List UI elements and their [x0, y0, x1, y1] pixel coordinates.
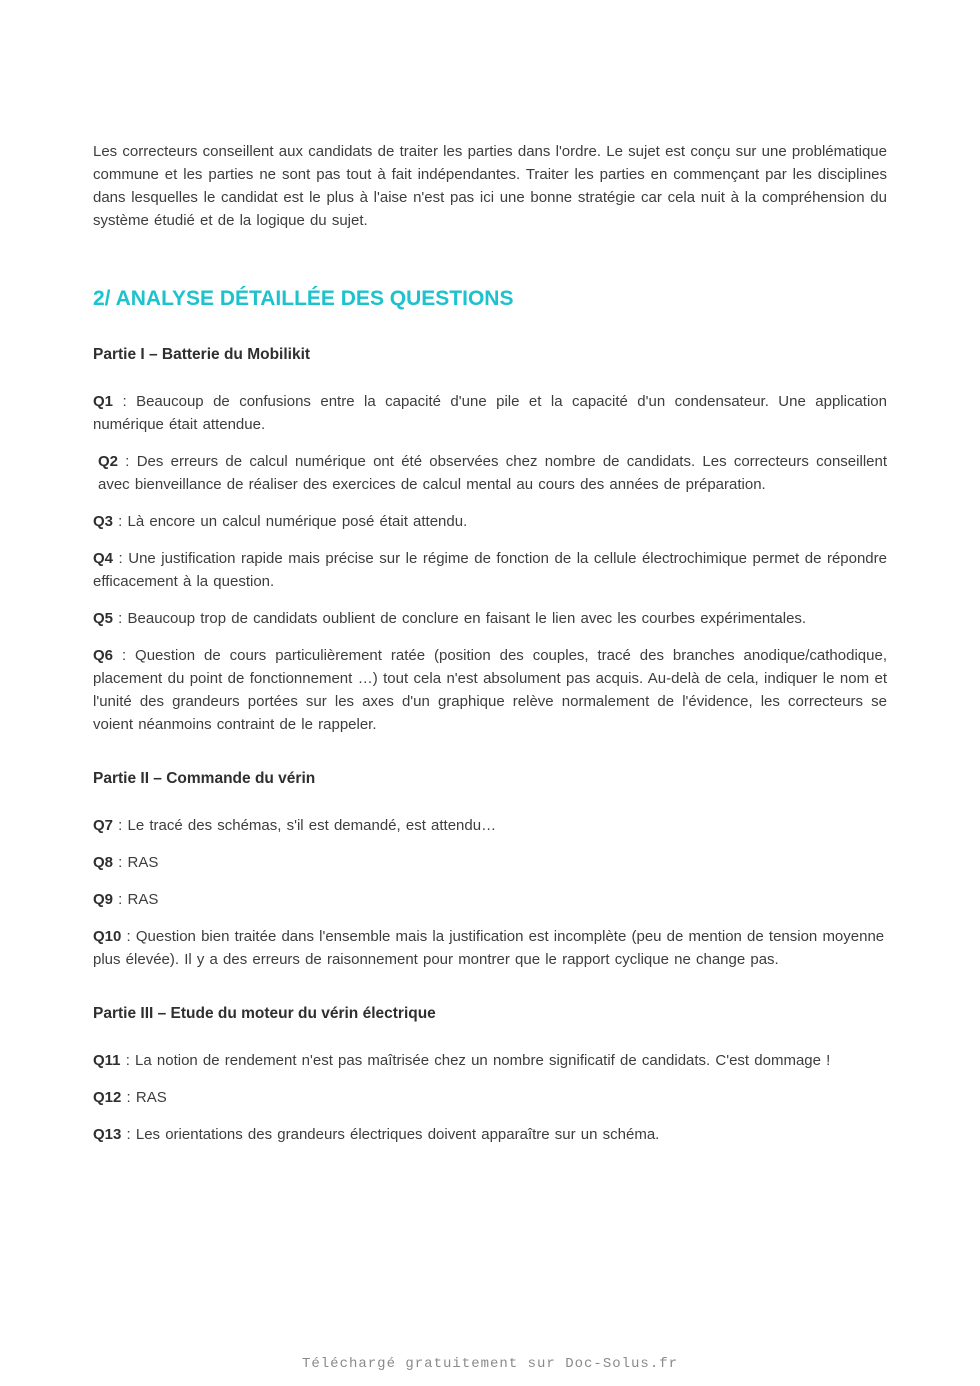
question-q10-label: Q10 — [93, 928, 122, 945]
question-q13-label: Q13 — [93, 1126, 122, 1143]
question-q12-label: Q12 — [93, 1089, 122, 1106]
main-heading: 2/ ANALYSE DÉTAILLÉE DES QUESTIONS — [93, 287, 514, 310]
question-q6 — [93, 644, 887, 736]
question-q1-label: Q1 — [93, 393, 114, 410]
question-q4 — [93, 547, 887, 593]
question-q3-text: : Là encore un calcul numérique posé était attendu. — [113, 513, 468, 530]
part-3-title: Partie III – Etude du moteur du vérin électrique — [93, 1005, 436, 1022]
question-q9-text: : RAS — [113, 891, 159, 908]
question-q9 — [93, 888, 887, 911]
question-q7 — [93, 814, 887, 837]
question-q7-label: Q7 — [93, 817, 114, 834]
question-q13-text: : Les orientations des grandeurs électriques doivent apparaître sur un schéma. — [121, 1126, 660, 1143]
part-1-section — [93, 344, 887, 736]
question-q9-label: Q9 — [93, 891, 114, 908]
question-q11 — [93, 1049, 887, 1072]
question-q5 — [93, 607, 887, 630]
question-q13 — [93, 1123, 887, 1146]
question-q11-text: : La notion de rendement n'est pas maîtrisée chez un nombre significatif de candidats. C'est dommage ! — [120, 1052, 831, 1069]
part-2-section — [93, 768, 887, 971]
question-q2 — [93, 450, 887, 496]
question-q1-text: : Beaucoup de confusions entre la capacité d'une pile et la capacité d'un condensateur. Une application numérique était attendue. — [93, 393, 887, 433]
question-q8 — [93, 851, 887, 874]
question-q6-label: Q6 — [93, 647, 114, 664]
question-q2-text: : Des erreurs de calcul numérique ont été observées chez nombre de candidats. Les correcteurs conseillent avec bienveillance de réaliser des exercices de calcul mental au cours des années de préparation. — [98, 453, 887, 493]
question-q4-text: : Une justification rapide mais précise sur le régime de fonction de la cellule électrochimique permet de répondre efficacement à la question. — [93, 550, 887, 590]
question-q8-label: Q8 — [93, 854, 114, 871]
question-q10 — [93, 925, 887, 971]
question-q3 — [93, 510, 887, 533]
question-q3-label: Q3 — [93, 513, 114, 530]
question-q6-text: : Question de cours particulièrement ratée (position des couples, tracé des branches anodique/cathodique, placement du point de fonctionnement …) tout cela n'est absolument pas acquis. Au-delà de cela, indiquer le nom et l'unité des grandeurs portées sur les axes d'un graphique relève normalement de l'évidence, les correcteurs se voient néanmoins contraint de le rappeler. — [93, 647, 887, 733]
question-q8-text: : RAS — [113, 854, 159, 871]
question-q2-label: Q2 — [98, 453, 119, 470]
part-2-title: Partie II – Commande du vérin — [93, 770, 316, 787]
question-q12 — [93, 1086, 887, 1109]
question-q10-text: : Question bien traitée dans l'ensemble mais la justification est incomplète (peu de mention de tension moyenne plus élevée). Il y a des erreurs de raisonnement pour montrer que le rapport cyclique ne change pas. — [93, 928, 885, 968]
question-q11-label: Q11 — [93, 1052, 121, 1069]
footer-watermark: Téléchargé gratuitement sur Doc-Solus.fr — [301, 1356, 679, 1372]
question-q4-label: Q4 — [93, 550, 114, 567]
question-q5-label: Q5 — [93, 610, 114, 627]
question-q1 — [93, 390, 887, 436]
question-q5-text: : Beaucoup trop de candidats oublient de conclure en faisant le lien avec les courbes expérimentales. — [113, 610, 807, 627]
intro-paragraph: Les correcteurs conseillent aux candidats de traiter les parties dans l'ordre. Le sujet est conçu sur une problématique commune et les parties ne sont pas tout à fait indépendantes. Traiter les parties en commençant par les disciplines dans lesquelles le candidat est le plus à l'aise n'est pas ici une bonne stratégie car cela nuit à la compréhension du système étudié et de la logique du sujet. — [93, 143, 887, 229]
question-q7-text: : Le tracé des schémas, s'il est demandé, est attendu… — [113, 817, 497, 834]
part-1-title: Partie I – Batterie du Mobilikit — [93, 346, 311, 363]
question-q12-text: : RAS — [121, 1089, 167, 1106]
part-3-section — [93, 1003, 887, 1146]
